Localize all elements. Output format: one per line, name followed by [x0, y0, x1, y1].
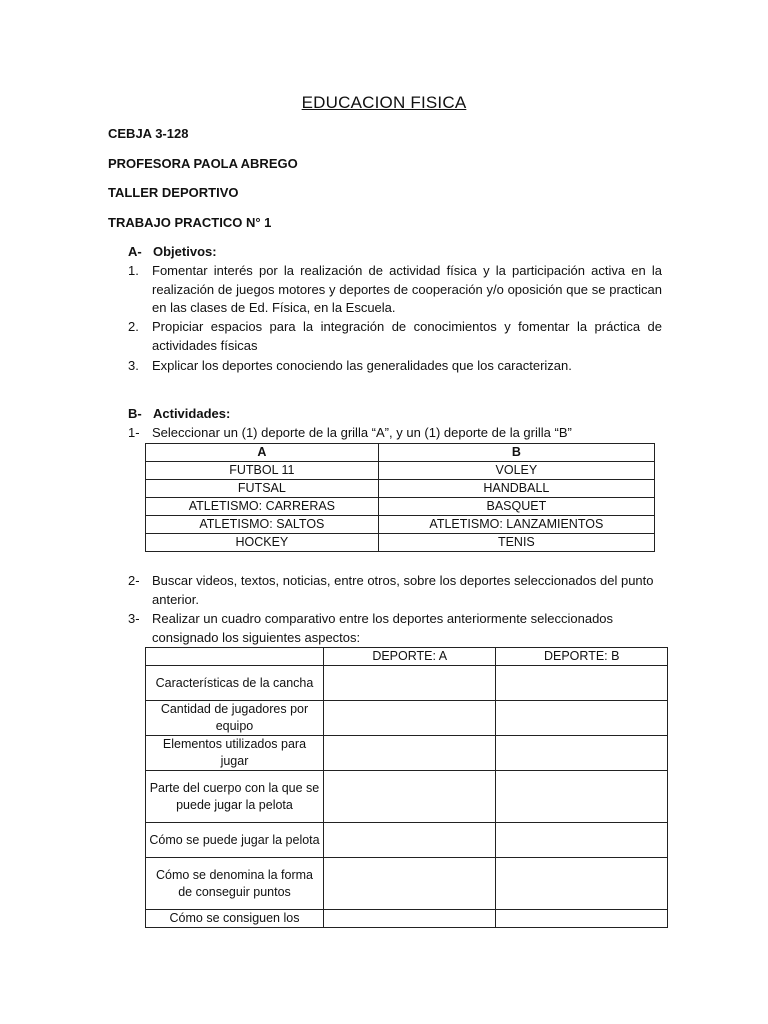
sport-b-cell: VOLEY	[378, 462, 654, 480]
document-title: EDUCACION FISICA	[301, 93, 467, 112]
deporte-b-answer-cell[interactable]	[496, 858, 668, 910]
deporte-a-answer-cell[interactable]	[323, 910, 495, 928]
table-row	[146, 462, 655, 480]
aspect-cell: Parte del cuerpo con la que se puede jugar la pelota	[146, 771, 324, 823]
course-name: TALLER DEPORTIVO	[108, 185, 239, 200]
deporte-b-answer-cell[interactable]	[496, 771, 668, 823]
deporte-b-answer-cell[interactable]	[496, 823, 668, 858]
deporte-b-header: DEPORTE: B	[496, 648, 668, 666]
aspect-cell: Características de la cancha	[146, 666, 324, 701]
objective-number: 2.	[128, 319, 139, 334]
sport-a-cell: ATLETISMO: SALTOS	[146, 516, 379, 534]
objective-item	[108, 318, 662, 355]
school-name: CEBJA 3-128	[108, 126, 189, 141]
sport-b-cell: BASQUET	[378, 498, 654, 516]
deporte-b-answer-cell[interactable]	[496, 666, 668, 701]
sport-a-cell: FUTSAL	[146, 480, 379, 498]
deporte-b-answer-cell[interactable]	[496, 701, 668, 736]
objective-text: Explicar los deportes conociendo las generalidades que los caracterizan.	[152, 358, 572, 373]
activity-text: Buscar videos, textos, noticias, entre otros, sobre los deportes seleccionados del punto anterior.	[152, 573, 654, 607]
objective-number: 3.	[128, 358, 139, 373]
deporte-a-answer-cell[interactable]	[323, 736, 495, 771]
sport-a-cell: ATLETISMO: CARRERAS	[146, 498, 379, 516]
teacher-name: PROFESORA PAOLA ABREGO	[108, 156, 298, 171]
table-row	[146, 516, 655, 534]
objective-item	[108, 357, 662, 376]
table-row	[146, 534, 655, 552]
aspect-cell: Cantidad de jugadores por equipo	[146, 701, 324, 736]
table-row	[146, 858, 668, 910]
objectives-heading	[128, 244, 217, 259]
objective-text: Fomentar interés por la realización de actividad física y la participación activa en la realización de juegos motores y deportes de cooperación y/o oposición que se practican en las clases de Ed. Física, en la Escuela.	[152, 263, 662, 315]
activity-item	[108, 610, 628, 647]
table-row	[146, 910, 668, 928]
sport-b-cell: ATLETISMO: LANZAMIENTOS	[378, 516, 654, 534]
deporte-b-answer-cell[interactable]	[496, 910, 668, 928]
objectives-letter: A-	[128, 244, 142, 259]
table-header-row	[146, 444, 655, 462]
table-row	[146, 480, 655, 498]
table-row	[146, 498, 655, 516]
activity-number: 1-	[128, 425, 140, 440]
deporte-b-answer-cell[interactable]	[496, 736, 668, 771]
table-row	[146, 823, 668, 858]
table-row	[146, 771, 668, 823]
activities-letter: B-	[128, 406, 142, 421]
table-header-row	[146, 648, 668, 666]
aspect-header-cell	[146, 648, 324, 666]
deporte-a-header: DEPORTE: A	[323, 648, 495, 666]
deporte-a-answer-cell[interactable]	[323, 666, 495, 701]
objective-item	[108, 262, 662, 318]
aspect-cell: Cómo se denomina la forma de conseguir puntos	[146, 858, 324, 910]
comparison-table	[145, 647, 668, 928]
table-row	[146, 701, 668, 736]
activity-text: Seleccionar un (1) deporte de la grilla “A”, y un (1) deporte de la grilla “B”	[152, 425, 572, 440]
column-b-header: B	[378, 444, 654, 462]
activities-heading	[128, 406, 230, 421]
assignment-title: TRABAJO PRACTICO N° 1	[108, 215, 272, 230]
deporte-a-answer-cell[interactable]	[323, 771, 495, 823]
deporte-a-answer-cell[interactable]	[323, 701, 495, 736]
activities-heading-text: Actividades:	[153, 406, 231, 421]
aspect-cell: Elementos utilizados para jugar	[146, 736, 324, 771]
sports-selection-table	[145, 443, 655, 552]
table-row	[146, 666, 668, 701]
objective-number: 1.	[128, 263, 139, 278]
sport-b-cell: HANDBALL	[378, 480, 654, 498]
activity-number: 2-	[128, 573, 140, 588]
aspect-cell: Cómo se puede jugar la pelota	[146, 823, 324, 858]
sport-b-cell: TENIS	[378, 534, 654, 552]
objective-text: Propiciar espacios para la integración de conocimientos y fomentar la práctica de actividades físicas	[152, 319, 662, 353]
column-a-header: A	[146, 444, 379, 462]
deporte-a-answer-cell[interactable]	[323, 858, 495, 910]
activity-item	[108, 572, 662, 609]
sport-a-cell: FUTBOL 11	[146, 462, 379, 480]
activity-item	[108, 424, 662, 443]
activity-text: Realizar un cuadro comparativo entre los deportes anteriormente seleccionados consignado los siguientes aspectos:	[152, 611, 614, 645]
sport-a-cell: HOCKEY	[146, 534, 379, 552]
deporte-a-answer-cell[interactable]	[323, 823, 495, 858]
activity-number: 3-	[128, 611, 140, 626]
table-row	[146, 736, 668, 771]
aspect-cell: Cómo se consiguen los	[146, 910, 324, 928]
objectives-heading-text: Objetivos:	[153, 244, 217, 259]
